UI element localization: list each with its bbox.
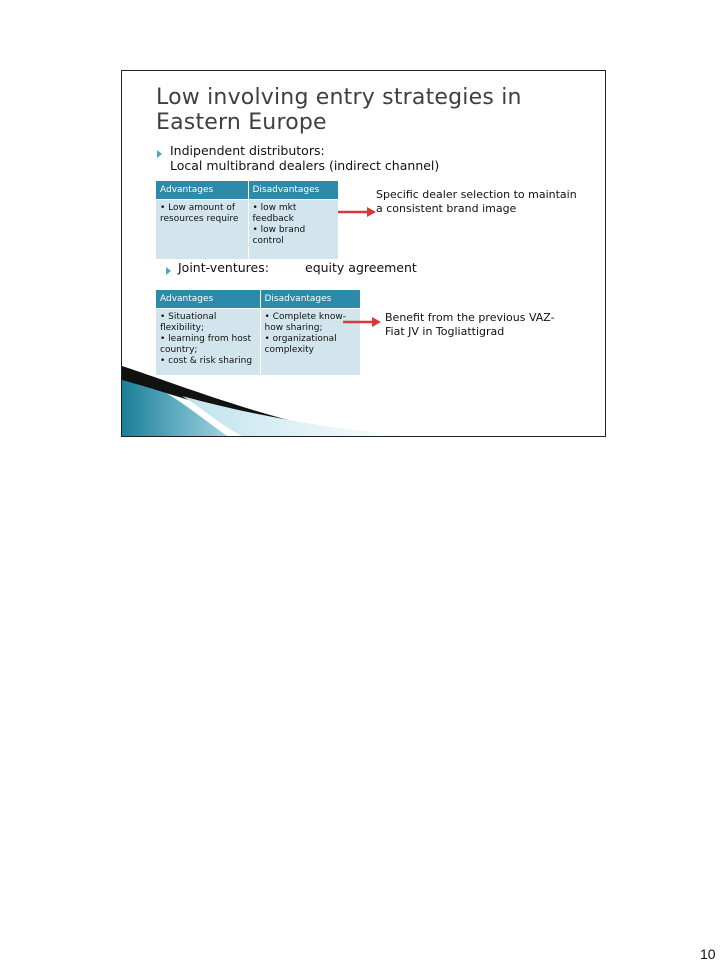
cell-line: feedback (252, 214, 294, 224)
slide-title (156, 85, 596, 135)
cell-line: • Low amount of (160, 203, 236, 213)
cell-line: • low brand (252, 225, 306, 235)
decorative-swoosh (122, 366, 422, 436)
cell-line: flexibility; (160, 323, 204, 333)
cell-line: • learning from host (160, 334, 251, 344)
table-header-advantages: Advantages (156, 181, 248, 200)
section-2-heading (178, 260, 269, 275)
cell-line: how sharing; (264, 323, 323, 333)
cell-line: resources require (160, 214, 239, 224)
section-2-note (385, 311, 600, 339)
cell-line: • cost & risk sharing (160, 356, 253, 366)
arrow-right-icon (341, 315, 383, 329)
section-2-heading-colon: : (264, 260, 269, 275)
table-header-disadvantages: Disadvantages (248, 181, 338, 200)
bullet-arrow-icon (157, 150, 162, 158)
cell-line: • Situational (160, 312, 217, 322)
section-1-note (376, 188, 601, 216)
slide-title-line-1: Low involving entry strategies in (156, 85, 522, 110)
note-line: Benefit from the previous VAZ- (385, 311, 555, 324)
table-row (156, 200, 338, 260)
table-header-disadvantages: Disadvantages (260, 290, 360, 309)
section-1-heading (170, 143, 325, 158)
cell-line: control (252, 236, 284, 246)
cell-line: complexity (264, 345, 314, 355)
slide (121, 70, 606, 437)
note-line: a consistent brand image (376, 202, 517, 215)
section-1-heading-colon: : (320, 143, 325, 158)
cell-line: • low mkt (252, 203, 297, 213)
cell-line: • Complete know- (264, 312, 346, 322)
section-2-subtext: equity agreement (305, 260, 417, 275)
cell-line: • organizational (264, 334, 337, 344)
bullet-arrow-icon (166, 267, 171, 275)
advantages-cell (156, 200, 248, 260)
table-header-advantages: Advantages (156, 290, 260, 309)
cell-line: country; (160, 345, 198, 355)
note-line: Fiat JV in Togliattigrad (385, 325, 505, 338)
arrow-right-icon (336, 205, 378, 219)
table-header-row (156, 181, 338, 200)
note-line: Specific dealer selection to maintain (376, 188, 577, 201)
page-number: 10 (700, 946, 716, 962)
disadvantages-cell (248, 200, 338, 260)
section-1-table (156, 181, 339, 259)
section-1-subtext: Local multibrand dealers (indirect channel) (170, 158, 440, 173)
table-header-row (156, 290, 360, 309)
section-2-table (156, 290, 361, 375)
section-1-heading-label: Indipendent distributors (170, 143, 321, 158)
slide-title-line-2: Eastern Europe (156, 110, 327, 135)
section-2-heading-label: Joint-ventures (178, 260, 265, 275)
